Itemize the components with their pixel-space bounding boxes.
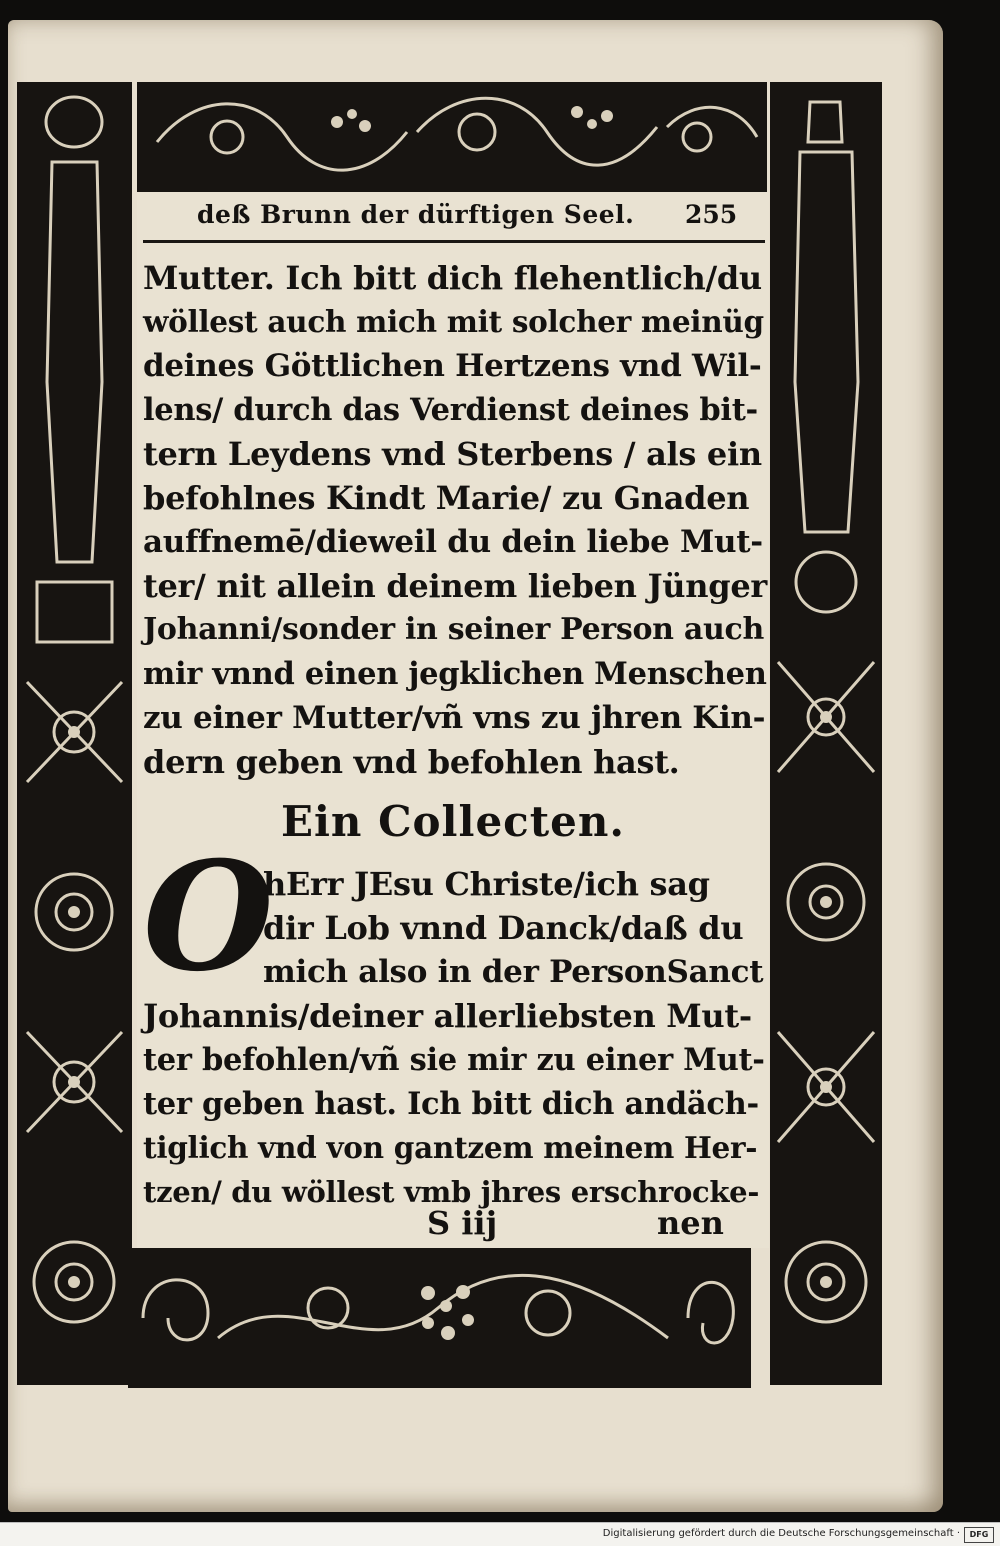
running-head: deß Brunn der dürftigen Seel. bbox=[197, 200, 635, 229]
signature-mark: S iij bbox=[427, 1204, 498, 1242]
text-line: tiglich vnd von gantzem meinem Her- bbox=[143, 1130, 758, 1165]
text-line: deines Göttlichen Hertzens vnd Wil- bbox=[143, 348, 762, 384]
text-block bbox=[137, 192, 769, 1248]
footer-bar bbox=[0, 1522, 1000, 1546]
dfg-logo[interactable]: DFG bbox=[964, 1527, 994, 1543]
text-line: ter befohlen/vñ sie mir zu einer Mut- bbox=[143, 1042, 765, 1078]
catchword: nen bbox=[657, 1204, 724, 1242]
text-line: mir vnnd einen jegklichen Menschen bbox=[143, 656, 767, 692]
text-line: auffnemē/dieweil du dein liebe Mut- bbox=[143, 524, 763, 560]
text-line: mich also in der PersonSanct bbox=[263, 954, 764, 990]
funding-credit: Digitalisierung gefördert durch die Deutsche Forschungsgemeinschaft · bbox=[602, 1528, 960, 1539]
left-woodcut-border bbox=[17, 82, 132, 1385]
text-line: befohlnes Kindt Marie/ zu Gnaden bbox=[143, 479, 750, 517]
bottom-woodcut-border bbox=[128, 1248, 751, 1388]
top-woodcut-border bbox=[137, 82, 767, 192]
text-line: Johanni/sonder in seiner Person auch bbox=[143, 612, 764, 647]
text-line: lens/ durch das Verdienst deines bit- bbox=[143, 392, 758, 428]
text-line: dir Lob vnnd Danck/daß du bbox=[263, 909, 744, 947]
decorated-initial: O bbox=[143, 829, 274, 1005]
text-line: wöllest auch mich mit solcher meinüg bbox=[143, 304, 764, 339]
page-number: 255 bbox=[685, 200, 738, 229]
text-line: ter/ nit allein deinem lieben Jünger bbox=[143, 567, 767, 605]
text-line: tzen/ du wöllest vmb jhres erschrocke- bbox=[143, 1175, 760, 1209]
text-line: Mutter. Ich bitt dich flehentlich/du bbox=[143, 259, 762, 297]
text-line: dern geben vnd befohlen hast. bbox=[143, 743, 680, 781]
text-line: ter geben hast. Ich bitt dich andäch- bbox=[143, 1086, 759, 1122]
right-woodcut-border bbox=[770, 82, 882, 1385]
text-line: hErr JEsu Christe/ich sag bbox=[263, 865, 710, 903]
text-line: tern Leydens vnd Sterbens / als ein bbox=[143, 435, 762, 473]
text-line: zu einer Mutter/vñ vns zu jhren Kin- bbox=[143, 700, 766, 736]
text-line: Johannis/deiner allerliebsten Mut- bbox=[143, 997, 752, 1035]
header-rule bbox=[143, 240, 765, 243]
section-heading: Ein Collecten. bbox=[280, 797, 626, 846]
